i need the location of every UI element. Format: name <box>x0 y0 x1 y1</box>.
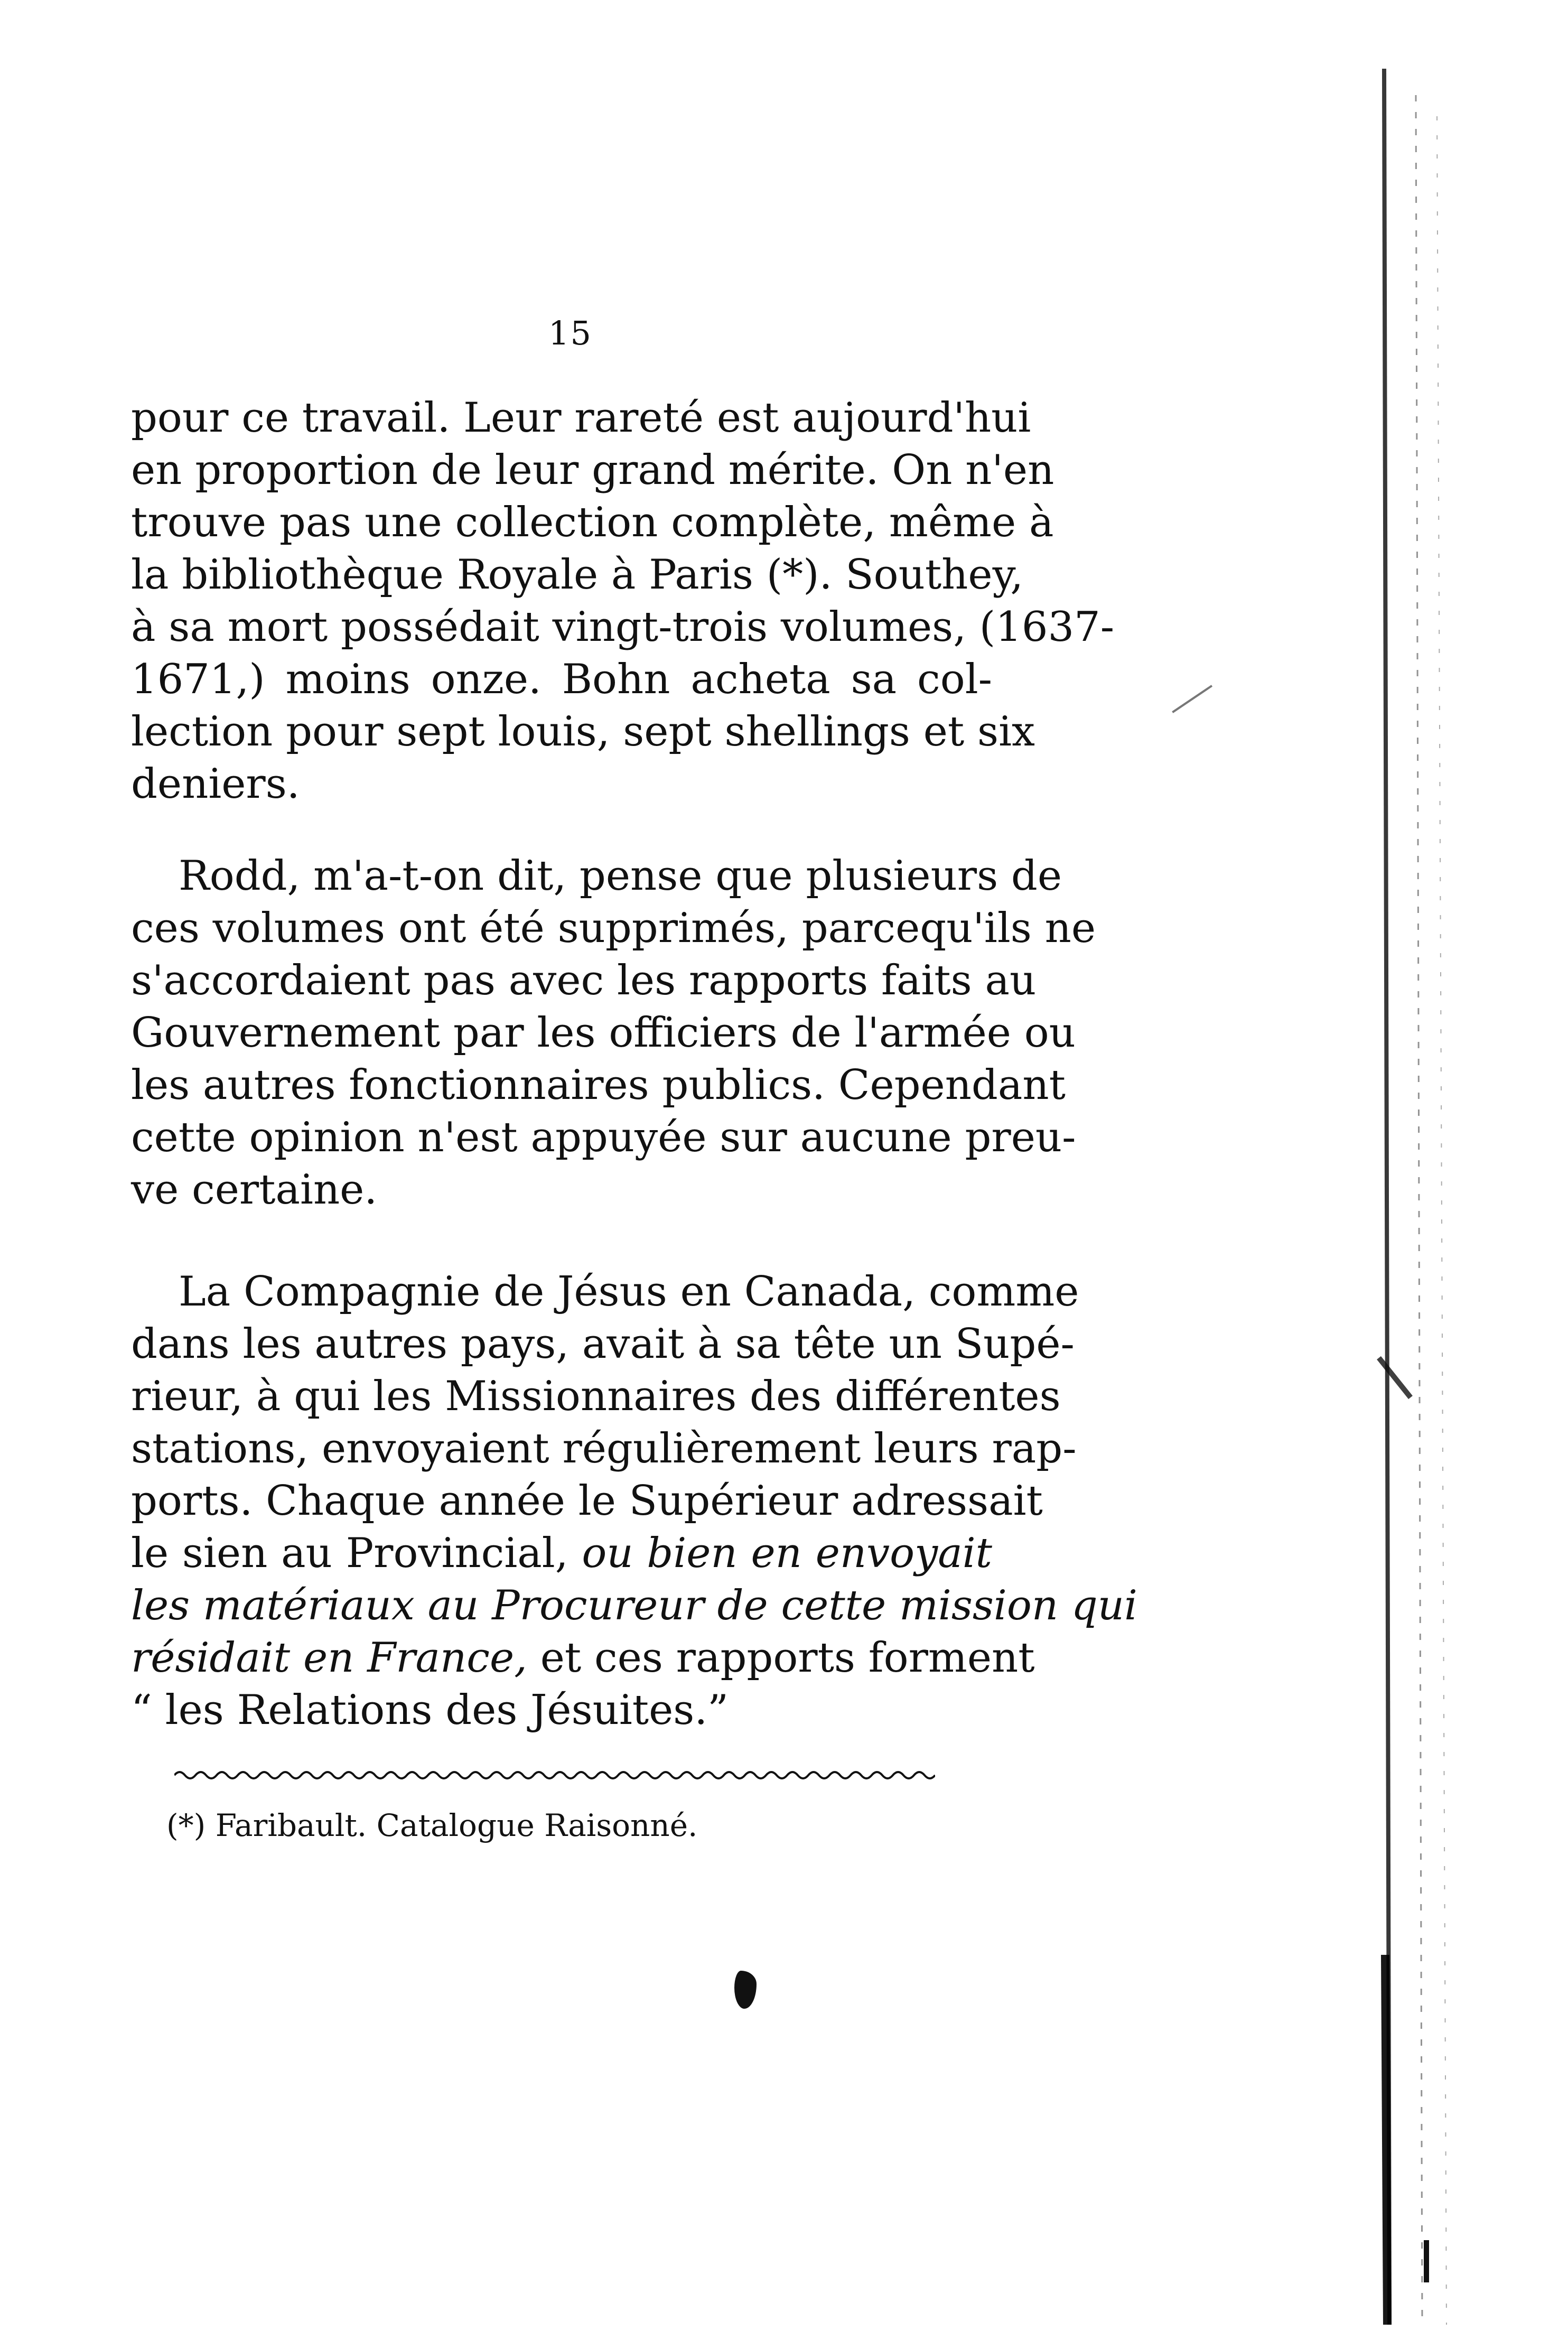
text-line: stations, envoyaient régulièrement leurs rap- <box>131 1425 1077 1472</box>
text-line-mixed <box>131 1632 1035 1684</box>
text-line: les autres fonctionnaires publics. Cependant <box>131 1061 1066 1109</box>
text-line: 1671,) moins onze. Bohn acheta sa col- <box>131 656 992 703</box>
text-line: cette opinion n'est appuyée sur aucune preu- <box>131 1114 1076 1161</box>
text-line: dans les autres pays, avait à sa tête un Supé- <box>131 1320 1075 1368</box>
ink-blot <box>734 1971 757 2009</box>
text-run: le sien au Provincial, <box>131 1530 582 1577</box>
decorative-wavy-rule <box>174 1765 935 1786</box>
text-line: La Compagnie de Jésus en Canada, comme <box>179 1268 1079 1316</box>
italic-text-line: les matériaux au Procureur de cette mission qui <box>131 1582 1137 1629</box>
text-line: la bibliothèque Royale à Paris (*). Southey, <box>131 551 1024 599</box>
book-spine-shadow <box>1374 53 1506 2325</box>
footnote: (*) Faribault. Catalogue Raisonné. <box>166 1807 698 1843</box>
text-line: pour ce travail. Leur rareté est aujourd'hui <box>131 394 1031 442</box>
text-line: à sa mort possédait vingt-trois volumes, (1637- <box>131 603 1115 651</box>
text-line: trouve pas une collection complète, même à <box>131 499 1054 546</box>
italic-text-run: ou bien en envoyait <box>582 1530 992 1577</box>
text-line-mixed <box>131 1527 992 1580</box>
text-line: s'accordaient pas avec les rapports faits au <box>131 957 1037 1004</box>
page-number: 15 <box>548 314 592 352</box>
pen-mark <box>1172 685 1216 719</box>
paragraph-1 <box>131 392 1115 810</box>
text-line: ces volumes ont été supprimés, parcequ'ils ne <box>131 905 1096 952</box>
italic-text-run: résidait en France, <box>131 1634 527 1682</box>
text-line: ports. Chaque année le Supérieur adressait <box>131 1477 1043 1525</box>
text-line: deniers. <box>131 760 300 808</box>
text-line: en proportion de leur grand mérite. On n'en <box>131 446 1054 494</box>
text-line: ve certaine. <box>131 1166 378 1214</box>
paragraph-3 <box>131 1266 1137 1737</box>
paragraph-2 <box>131 850 1096 1216</box>
text-line: Gouvernement par les officiers de l'armée ou <box>131 1009 1076 1057</box>
text-line: Rodd, m'a-t-on dit, pense que plusieurs de <box>179 852 1062 900</box>
text-line: rieur, à qui les Missionnaires des différentes <box>131 1373 1061 1420</box>
text-line: “ les Relations des Jésuites.” <box>131 1686 729 1734</box>
text-run: et ces rapports forment <box>527 1634 1035 1682</box>
text-line: lection pour sept louis, sept shellings et six <box>131 708 1035 756</box>
